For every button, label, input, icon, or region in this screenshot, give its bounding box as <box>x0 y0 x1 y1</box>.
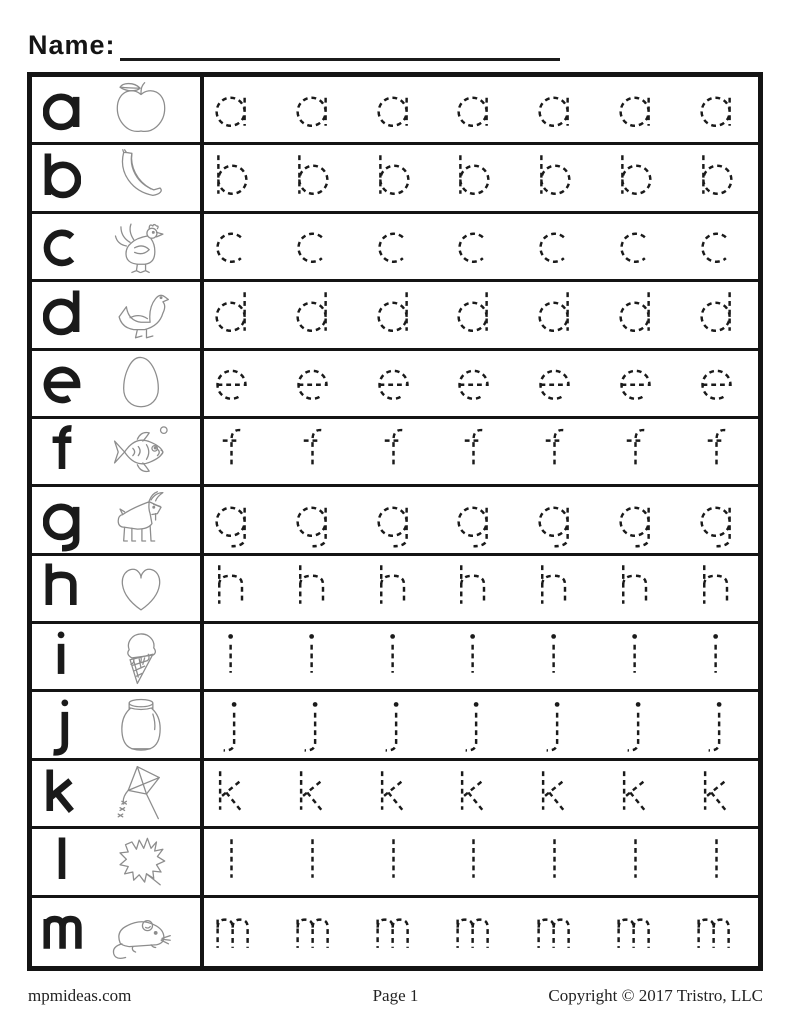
example-cell-g <box>32 487 204 552</box>
trace-letter-k <box>376 764 411 824</box>
trace-letter-k <box>618 764 653 824</box>
trace-letter-m <box>294 902 333 962</box>
solid-letter-e <box>43 351 81 415</box>
trace-letter-f <box>295 422 330 482</box>
trace-letter-i <box>537 627 572 687</box>
trace-cell-b <box>204 145 758 210</box>
trace-cell-m <box>204 898 758 966</box>
trace-letter-e <box>618 353 653 413</box>
solid-letter-j <box>43 693 81 757</box>
goat-icon <box>81 489 200 551</box>
trace-letter-l <box>618 832 653 892</box>
trace-letter-a <box>456 80 491 140</box>
trace-letter-a <box>295 80 330 140</box>
letter-row-f <box>32 419 758 487</box>
trace-cell-i <box>204 624 758 689</box>
name-label: Name: <box>28 30 116 60</box>
trace-letter-h <box>618 558 653 618</box>
trace-letter-j <box>456 695 491 755</box>
egg-icon <box>81 352 200 414</box>
trace-letter-b <box>537 148 572 208</box>
trace-letter-a <box>376 80 411 140</box>
page-footer <box>28 986 763 1010</box>
trace-letter-j <box>537 695 572 755</box>
trace-letter-e <box>537 353 572 413</box>
trace-letter-c <box>214 216 249 276</box>
trace-letter-d <box>699 285 734 345</box>
trace-letter-h <box>376 558 411 618</box>
trace-letter-g <box>699 490 734 550</box>
trace-letter-f <box>456 422 491 482</box>
trace-letter-i <box>456 627 491 687</box>
letter-row-j <box>32 692 758 760</box>
example-cell-a <box>32 77 204 142</box>
trace-letter-k <box>295 764 330 824</box>
trace-letter-c <box>456 216 491 276</box>
example-cell-l <box>32 829 204 894</box>
trace-letter-j <box>699 695 734 755</box>
chicken-icon <box>81 215 200 277</box>
trace-letter-i <box>699 627 734 687</box>
trace-letter-d <box>376 285 411 345</box>
solid-letter-c <box>43 214 81 278</box>
example-cell-f <box>32 419 204 484</box>
jar-icon <box>81 694 200 756</box>
trace-letter-m <box>374 902 413 962</box>
trace-letter-j <box>376 695 411 755</box>
trace-cell-l <box>204 829 758 894</box>
trace-letter-h <box>537 558 572 618</box>
trace-letter-m <box>214 902 253 962</box>
trace-letter-d <box>295 285 330 345</box>
mouse-icon <box>84 901 200 963</box>
example-cell-m <box>32 898 204 966</box>
trace-letter-e <box>214 353 249 413</box>
fish-icon <box>81 421 200 483</box>
solid-letter-f <box>43 420 81 484</box>
trace-letter-k <box>456 764 491 824</box>
trace-letter-j <box>214 695 249 755</box>
trace-letter-g <box>214 490 249 550</box>
trace-cell-a <box>204 77 758 142</box>
trace-letter-l <box>456 832 491 892</box>
example-cell-j <box>32 692 204 757</box>
trace-letter-l <box>699 832 734 892</box>
example-cell-h <box>32 556 204 621</box>
solid-letter-a <box>43 78 81 142</box>
example-cell-d <box>32 282 204 347</box>
trace-letter-m <box>615 902 654 962</box>
trace-letter-f <box>537 422 572 482</box>
trace-letter-k <box>699 764 734 824</box>
trace-letter-a <box>618 80 653 140</box>
trace-letter-k <box>214 764 249 824</box>
example-cell-k <box>32 761 204 826</box>
trace-letter-m <box>695 902 734 962</box>
trace-letter-c <box>618 216 653 276</box>
trace-letter-b <box>376 148 411 208</box>
letter-row-e <box>32 351 758 419</box>
trace-letter-d <box>456 285 491 345</box>
copyright-text: Copyright © 2017 Tristro, LLC <box>548 986 763 1005</box>
letter-row-g <box>32 487 758 555</box>
trace-letter-b <box>699 148 734 208</box>
solid-letter-k <box>43 762 81 826</box>
trace-letter-j <box>295 695 330 755</box>
trace-letter-f <box>699 422 734 482</box>
trace-letter-h <box>699 558 734 618</box>
kite-icon <box>81 763 200 825</box>
trace-letter-l <box>537 832 572 892</box>
trace-letter-e <box>295 353 330 413</box>
letter-row-b <box>32 145 758 213</box>
trace-letter-e <box>699 353 734 413</box>
trace-letter-h <box>456 558 491 618</box>
solid-letter-b <box>43 146 81 210</box>
trace-letter-i <box>214 627 249 687</box>
trace-letter-b <box>295 148 330 208</box>
trace-letter-f <box>214 422 249 482</box>
trace-letter-m <box>535 902 574 962</box>
trace-letter-g <box>618 490 653 550</box>
trace-letter-e <box>376 353 411 413</box>
trace-letter-m <box>454 902 493 962</box>
ice-cream-icon <box>81 626 200 688</box>
trace-letter-a <box>537 80 572 140</box>
page-number: Page 1 <box>372 986 419 1005</box>
trace-letter-c <box>295 216 330 276</box>
letter-row-a <box>32 77 758 145</box>
trace-letter-a <box>699 80 734 140</box>
example-cell-c <box>32 214 204 279</box>
trace-letter-d <box>214 285 249 345</box>
trace-letter-h <box>214 558 249 618</box>
leaf-icon <box>81 831 200 893</box>
trace-letter-g <box>376 490 411 550</box>
name-field <box>28 28 548 61</box>
trace-letter-g <box>537 490 572 550</box>
trace-letter-b <box>214 148 249 208</box>
trace-letter-c <box>376 216 411 276</box>
trace-cell-f <box>204 419 758 484</box>
trace-letter-i <box>618 627 653 687</box>
trace-cell-h <box>204 556 758 621</box>
trace-letter-l <box>295 832 330 892</box>
trace-letter-e <box>456 353 491 413</box>
trace-letter-l <box>376 832 411 892</box>
trace-letter-h <box>295 558 330 618</box>
solid-letter-l <box>43 830 81 894</box>
example-cell-e <box>32 351 204 416</box>
letter-row-d <box>32 282 758 350</box>
trace-cell-j <box>204 692 758 757</box>
trace-letter-i <box>376 627 411 687</box>
example-cell-i <box>32 624 204 689</box>
solid-letter-m <box>43 900 84 964</box>
letter-row-k <box>32 761 758 829</box>
heart-icon <box>81 557 200 619</box>
solid-letter-h <box>43 556 81 620</box>
trace-letter-g <box>456 490 491 550</box>
trace-letter-b <box>456 148 491 208</box>
letter-row-m <box>32 898 758 966</box>
trace-cell-e <box>204 351 758 416</box>
trace-cell-k <box>204 761 758 826</box>
trace-letter-d <box>618 285 653 345</box>
solid-letter-d <box>43 283 81 347</box>
trace-letter-l <box>214 832 249 892</box>
trace-letter-g <box>295 490 330 550</box>
apple-icon <box>81 79 200 141</box>
trace-letter-c <box>699 216 734 276</box>
name-blank-line <box>120 28 560 61</box>
trace-cell-c <box>204 214 758 279</box>
trace-letter-f <box>376 422 411 482</box>
trace-letter-j <box>618 695 653 755</box>
trace-letter-a <box>214 80 249 140</box>
trace-letter-f <box>618 422 653 482</box>
letter-row-c <box>32 214 758 282</box>
trace-letter-c <box>537 216 572 276</box>
duck-icon <box>81 284 200 346</box>
website-link: mpmideas.com <box>28 986 132 1005</box>
trace-letter-i <box>295 627 330 687</box>
letter-tracing-table <box>27 72 763 971</box>
trace-letter-b <box>618 148 653 208</box>
solid-letter-i <box>43 625 81 689</box>
letter-row-l <box>32 829 758 897</box>
solid-letter-g <box>43 488 81 552</box>
letter-row-h <box>32 556 758 624</box>
banana-icon <box>81 147 200 209</box>
example-cell-b <box>32 145 204 210</box>
trace-cell-d <box>204 282 758 347</box>
trace-letter-d <box>537 285 572 345</box>
letter-row-i <box>32 624 758 692</box>
trace-cell-g <box>204 487 758 552</box>
trace-letter-k <box>537 764 572 824</box>
